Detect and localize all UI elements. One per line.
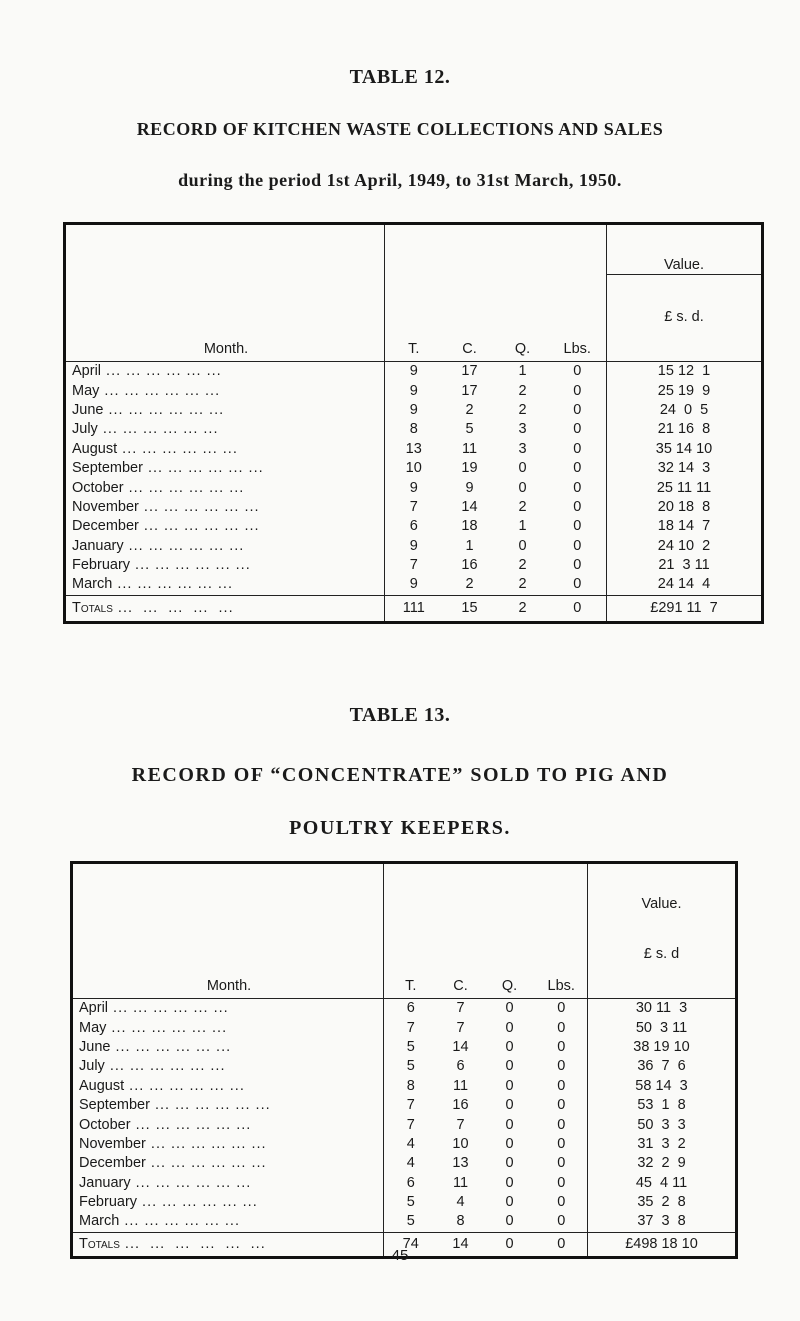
table-13-title-line-2: POULTRY KEEPERS. xyxy=(289,817,511,839)
month-label: November xyxy=(72,498,139,515)
c-cell: 2 xyxy=(465,401,474,418)
month-cell xyxy=(65,362,385,382)
lbs-cell: 0 xyxy=(557,1097,566,1114)
lbs-cell: 0 xyxy=(573,479,582,496)
lbs-cell: 0 xyxy=(573,382,582,399)
month-label: August xyxy=(72,440,118,457)
t-cell: 13 xyxy=(385,440,443,459)
leader-dots: ... ... ... ... ... ... xyxy=(138,498,260,515)
lbs-cell: 0 xyxy=(557,1194,566,1211)
table-row xyxy=(72,1057,737,1076)
q-cell: 0 xyxy=(505,1019,514,1036)
t-cell: 8 xyxy=(384,1077,438,1096)
table-row xyxy=(72,1154,737,1173)
c-cell: 11 xyxy=(452,1077,469,1094)
lbs-cell: 0 xyxy=(573,460,582,477)
t-cell: 6 xyxy=(385,517,443,536)
t-cell: 9 xyxy=(385,401,443,420)
q-cell: 0 xyxy=(505,1194,514,1211)
totals-c: 15 xyxy=(443,595,497,622)
table-12 xyxy=(63,222,764,624)
month-label: March xyxy=(79,1213,120,1230)
lbs-cell: 0 xyxy=(557,1077,566,1094)
qtr-header: Q. xyxy=(497,224,549,362)
month-cell xyxy=(65,498,385,517)
month-cell xyxy=(72,999,384,1019)
month-label: February xyxy=(72,557,131,574)
month-label: September xyxy=(72,460,143,477)
leader-dots: ... ... ... ... ... ... xyxy=(104,1058,226,1075)
totals-label: Totals ... ... ... ... ... ... xyxy=(72,1232,384,1257)
value-cell: 50 3 3 xyxy=(588,1115,737,1134)
value-cell: 24 10 2 xyxy=(607,537,763,556)
value-label: Value. xyxy=(641,896,682,912)
month-cell xyxy=(72,1077,384,1096)
value-cell: 21 16 8 xyxy=(607,420,763,439)
month-label: January xyxy=(79,1174,131,1191)
value-cell: 25 11 11 xyxy=(607,478,763,497)
month-label: July xyxy=(79,1058,105,1075)
totals-row xyxy=(65,595,763,622)
lsd-label: £ s. d. xyxy=(664,309,704,325)
value-cell: 50 3 11 xyxy=(588,1018,737,1037)
t-cell: 5 xyxy=(384,1212,438,1232)
c-cell: 14 xyxy=(452,1038,469,1055)
value-header xyxy=(607,224,763,362)
t-cell: 7 xyxy=(385,556,443,575)
month-cell xyxy=(72,1135,384,1154)
q-cell: 0 xyxy=(518,479,527,496)
c-cell: 18 xyxy=(461,518,478,535)
month-header: Month. xyxy=(72,863,384,999)
leader-dots: ... ... ... ... ... ... xyxy=(97,421,219,438)
month-cell xyxy=(72,1096,384,1115)
cwt-header: C. xyxy=(443,224,497,362)
q-cell: 0 xyxy=(505,1174,514,1191)
table-row xyxy=(72,1115,737,1134)
table-row xyxy=(65,459,763,478)
lbs-cell: 0 xyxy=(573,498,582,515)
lbs-cell: 0 xyxy=(557,1019,566,1036)
table-row xyxy=(65,556,763,575)
month-cell xyxy=(65,517,385,536)
month-cell xyxy=(72,1174,384,1193)
month-cell xyxy=(65,440,385,459)
month-label: September xyxy=(79,1097,150,1114)
table-row xyxy=(65,478,763,497)
q-cell: 0 xyxy=(518,537,527,554)
leader-dots: ... ... ... ... ... ... xyxy=(149,1097,271,1114)
leader-dots: ... ... ... ... ... ... xyxy=(138,518,260,535)
value-cell: 25 19 9 xyxy=(607,381,763,400)
table-row xyxy=(65,401,763,420)
q-cell: 0 xyxy=(505,1116,514,1133)
leader-dots: ... ... ... ... ... ... xyxy=(108,1000,229,1017)
lbs-cell: 0 xyxy=(573,537,582,554)
lbs-header: Lbs. xyxy=(536,863,588,999)
month-label: January xyxy=(72,537,124,554)
q-cell: 0 xyxy=(505,1000,514,1017)
value-cell: 18 14 7 xyxy=(607,517,763,536)
c-cell: 6 xyxy=(456,1058,465,1075)
lbs-cell: 0 xyxy=(573,440,582,457)
month-label: May xyxy=(79,1019,107,1036)
q-cell: 0 xyxy=(518,460,527,477)
table-row xyxy=(65,420,763,439)
month-label: April xyxy=(79,1000,109,1017)
lbs-cell: 0 xyxy=(557,1174,566,1191)
tons-header: T. xyxy=(385,224,443,362)
totals-value: £291 11 7 xyxy=(607,595,763,622)
t-cell: 8 xyxy=(385,420,443,439)
table-13-label: TABLE 13. xyxy=(349,704,451,726)
month-cell xyxy=(65,478,385,497)
c-cell: 11 xyxy=(461,440,478,457)
q-cell: 0 xyxy=(505,1058,514,1075)
lbs-cell: 0 xyxy=(557,1213,566,1230)
totals-value: £498 18 10 xyxy=(588,1232,737,1257)
month-cell xyxy=(65,556,385,575)
value-cell: 24 0 5 xyxy=(607,401,763,420)
c-cell: 16 xyxy=(452,1097,469,1114)
month-cell xyxy=(72,1057,384,1076)
value-cell: 37 3 8 xyxy=(588,1212,737,1232)
t-cell: 7 xyxy=(385,498,443,517)
value-cell: 38 19 10 xyxy=(588,1038,737,1057)
q-cell: 0 xyxy=(505,1077,514,1094)
month-cell xyxy=(72,1018,384,1037)
table-row xyxy=(72,1038,737,1057)
c-cell: 14 xyxy=(461,498,478,515)
leader-dots: ... ... ... ... ... ... xyxy=(101,363,222,380)
table-row xyxy=(72,1135,737,1154)
totals-c: 14 xyxy=(438,1232,484,1257)
q-cell: 0 xyxy=(505,1155,514,1172)
value-cell: 24 14 4 xyxy=(607,575,763,595)
month-label: June xyxy=(79,1038,111,1055)
leader-dots: ... ... ... ... ... ... xyxy=(137,1194,258,1211)
q-cell: 1 xyxy=(518,363,527,380)
table-12-body xyxy=(65,362,763,596)
month-cell xyxy=(72,1193,384,1212)
c-cell: 1 xyxy=(465,537,474,554)
totals-label: Totals ... ... ... ... ... xyxy=(65,595,385,622)
table-row xyxy=(65,362,763,382)
table-row xyxy=(72,1018,737,1037)
lbs-cell: 0 xyxy=(573,518,582,535)
value-cell: 45 4 11 xyxy=(588,1174,737,1193)
table-row xyxy=(65,440,763,459)
month-label: October xyxy=(72,479,124,496)
totals-lbs: 0 xyxy=(536,1232,588,1257)
c-cell: 2 xyxy=(465,576,474,593)
t-cell: 4 xyxy=(384,1135,438,1154)
q-cell: 1 xyxy=(518,518,527,535)
lbs-cell: 0 xyxy=(557,1155,566,1172)
month-label: August xyxy=(79,1077,125,1094)
leader-dots: ... ... ... ... ... ... xyxy=(112,576,233,593)
table-row xyxy=(65,498,763,517)
page-number: 45 xyxy=(391,1247,409,1264)
table-12-subtitle: during the period 1st April, 1949, to 31st March, 1950. xyxy=(178,170,622,190)
value-cell: 30 11 3 xyxy=(588,999,737,1019)
q-cell: 0 xyxy=(505,1213,514,1230)
table-13 xyxy=(70,861,738,1259)
lbs-cell: 0 xyxy=(573,401,582,418)
table-row xyxy=(72,999,737,1019)
value-cell: 35 14 10 xyxy=(607,440,763,459)
leader-dots: ... ... ... ... ... ... xyxy=(145,1155,267,1172)
month-label: May xyxy=(72,382,100,399)
table-row xyxy=(65,517,763,536)
q-cell: 0 xyxy=(505,1097,514,1114)
lbs-cell: 0 xyxy=(573,576,582,593)
table-row xyxy=(65,381,763,400)
t-cell: 4 xyxy=(384,1154,438,1173)
leader-dots: ... ... ... ... ... ... xyxy=(106,1019,228,1036)
table-row xyxy=(72,1212,737,1232)
value-cell: 20 18 8 xyxy=(607,498,763,517)
month-label: December xyxy=(72,518,139,535)
t-cell: 9 xyxy=(385,478,443,497)
c-cell: 8 xyxy=(456,1213,465,1230)
c-cell: 10 xyxy=(452,1135,469,1152)
month-cell xyxy=(65,420,385,439)
lbs-cell: 0 xyxy=(557,1116,566,1133)
table-row xyxy=(72,1077,737,1096)
value-header xyxy=(588,863,737,999)
c-cell: 17 xyxy=(461,363,478,380)
month-label: July xyxy=(72,421,98,438)
c-cell: 17 xyxy=(461,382,478,399)
leader-dots: ... ... ... ... ... ... xyxy=(117,440,238,457)
q-cell: 3 xyxy=(518,440,527,457)
t-cell: 7 xyxy=(384,1096,438,1115)
lsd-label: £ s. d xyxy=(643,946,680,962)
lbs-cell: 0 xyxy=(573,557,582,574)
month-label: February xyxy=(79,1194,138,1211)
t-cell: 7 xyxy=(384,1115,438,1134)
t-cell: 5 xyxy=(384,1057,438,1076)
lbs-header: Lbs. xyxy=(549,224,607,362)
lbs-cell: 0 xyxy=(557,1058,566,1075)
leader-dots: ... ... ... ... ... ... xyxy=(103,401,225,418)
totals-t: 74 xyxy=(384,1232,438,1257)
leader-dots: ... ... ... ... ... ... xyxy=(130,1174,252,1191)
c-cell: 9 xyxy=(465,479,474,496)
c-cell: 19 xyxy=(461,460,478,477)
totals-t: 111 xyxy=(385,595,443,622)
t-cell: 6 xyxy=(384,1174,438,1193)
month-cell xyxy=(65,459,385,478)
table-row xyxy=(72,1174,737,1193)
value-cell: 32 14 3 xyxy=(607,459,763,478)
value-cell: 58 14 3 xyxy=(588,1077,737,1096)
table-row xyxy=(65,575,763,595)
t-cell: 6 xyxy=(384,999,438,1019)
q-cell: 2 xyxy=(518,557,527,574)
lbs-cell: 0 xyxy=(557,1000,566,1017)
month-cell xyxy=(65,575,385,595)
c-cell: 7 xyxy=(456,1019,465,1036)
value-cell: 32 2 9 xyxy=(588,1154,737,1173)
month-cell xyxy=(65,537,385,556)
c-cell: 11 xyxy=(452,1174,469,1191)
value-cell: 21 3 11 xyxy=(607,556,763,575)
leader-dots: ... ... ... ... ... ... xyxy=(124,1077,245,1094)
value-cell: 31 3 2 xyxy=(588,1135,737,1154)
table-12-title: RECORD OF KITCHEN WASTE COLLECTIONS AND SALES xyxy=(136,119,664,139)
q-cell: 2 xyxy=(518,576,527,593)
leader-dots: ... ... ... ... ... ... xyxy=(123,479,245,496)
month-label: April xyxy=(72,363,102,380)
leader-dots: ... ... ... ... ... ... xyxy=(119,1213,240,1230)
table-row xyxy=(72,1193,737,1212)
leader-dots: ... ... ... ... ... ... xyxy=(123,537,245,554)
cwt-header: C. xyxy=(438,863,484,999)
table-12-label: TABLE 12. xyxy=(349,66,451,88)
value-cell: 35 2 8 xyxy=(588,1193,737,1212)
q-cell: 0 xyxy=(505,1135,514,1152)
c-cell: 5 xyxy=(465,421,474,438)
month-cell xyxy=(72,1115,384,1134)
value-cell: 36 7 6 xyxy=(588,1057,737,1076)
month-label: October xyxy=(79,1116,131,1133)
lbs-cell: 0 xyxy=(557,1038,566,1055)
value-label: Value. xyxy=(607,257,761,275)
totals-q: 2 xyxy=(497,595,549,622)
t-cell: 10 xyxy=(385,459,443,478)
lbs-cell: 0 xyxy=(557,1135,566,1152)
q-cell: 0 xyxy=(505,1038,514,1055)
c-cell: 4 xyxy=(456,1194,465,1211)
month-header: Month. xyxy=(65,224,385,362)
month-label: March xyxy=(72,576,113,593)
t-cell: 5 xyxy=(384,1038,438,1057)
table-13-body xyxy=(72,999,737,1233)
month-cell xyxy=(65,401,385,420)
t-cell: 9 xyxy=(385,537,443,556)
month-cell xyxy=(72,1038,384,1057)
table-row xyxy=(72,1096,737,1115)
q-cell: 2 xyxy=(518,498,527,515)
leader-dots: ... ... ... ... ... ... xyxy=(130,1116,252,1133)
value-cell: 15 12 1 xyxy=(607,362,763,382)
lbs-cell: 0 xyxy=(573,363,582,380)
t-cell: 9 xyxy=(385,575,443,595)
qtr-header: Q. xyxy=(484,863,536,999)
t-cell: 5 xyxy=(384,1193,438,1212)
t-cell: 9 xyxy=(385,362,443,382)
c-cell: 7 xyxy=(456,1000,465,1017)
q-cell: 2 xyxy=(518,401,527,418)
q-cell: 3 xyxy=(518,421,527,438)
month-label: June xyxy=(72,401,104,418)
t-cell: 9 xyxy=(385,381,443,400)
month-cell xyxy=(72,1212,384,1232)
month-label: December xyxy=(79,1155,146,1172)
month-cell xyxy=(72,1154,384,1173)
totals-q: 0 xyxy=(484,1232,536,1257)
month-cell xyxy=(65,381,385,400)
leader-dots: ... ... ... ... ... ... xyxy=(142,460,264,477)
table-13-title-line-1: RECORD OF “CONCENTRATE” SOLD TO PIG AND xyxy=(131,764,669,786)
leader-dots: ... ... ... ... ... ... xyxy=(145,1135,267,1152)
tons-header: T. xyxy=(384,863,438,999)
c-cell: 7 xyxy=(456,1116,465,1133)
leader-dots: ... ... ... ... ... ... xyxy=(110,1038,232,1055)
leader-dots: ... ... ... ... ... ... xyxy=(130,557,251,574)
c-cell: 13 xyxy=(452,1155,469,1172)
table-row xyxy=(65,537,763,556)
month-label: November xyxy=(79,1135,146,1152)
lbs-cell: 0 xyxy=(573,421,582,438)
q-cell: 2 xyxy=(518,382,527,399)
leader-dots: ... ... ... ... ... ... xyxy=(99,382,221,399)
value-cell: 53 1 8 xyxy=(588,1096,737,1115)
totals-lbs: 0 xyxy=(549,595,607,622)
t-cell: 7 xyxy=(384,1018,438,1037)
c-cell: 16 xyxy=(461,557,478,574)
